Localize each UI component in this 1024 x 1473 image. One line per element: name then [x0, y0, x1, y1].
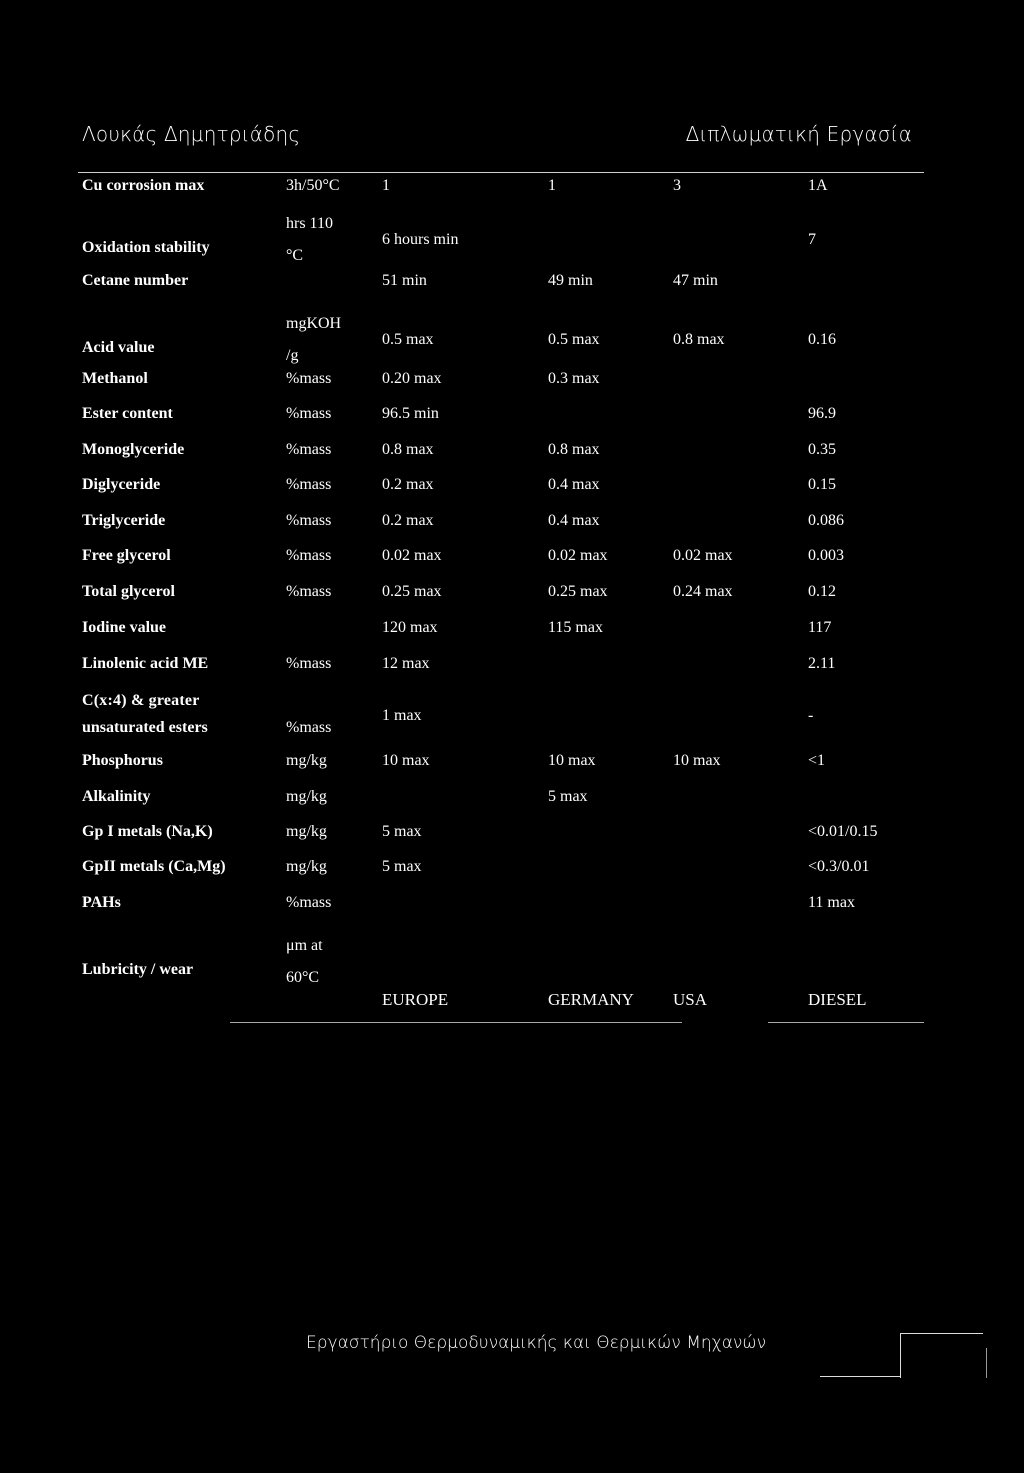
unit-value: %mass [286, 512, 332, 529]
unit-value: %mass [286, 719, 332, 736]
column-label-rule-left [230, 1022, 682, 1023]
logo-frame [900, 1333, 983, 1378]
value-diesel: 7 [808, 231, 816, 248]
unit-value: mg/kg [286, 752, 327, 769]
value-europe: 0.02 max [382, 547, 442, 564]
value-germany: 0.3 max [548, 370, 600, 387]
value-europe: 0.20 max [382, 370, 442, 387]
header-rule [78, 172, 924, 173]
value-europe: 0.25 max [382, 583, 442, 600]
value-germany: 0.25 max [548, 583, 608, 600]
property-label: Oxidation stability [82, 239, 210, 256]
unit-line1: hrs 110 [286, 215, 333, 232]
unit-value: %mass [286, 655, 332, 672]
value-europe: 120 max [382, 619, 438, 636]
property-label-line2: unsaturated esters [82, 719, 208, 736]
column-label-diesel: DIESEL [808, 990, 867, 1009]
property-label: Triglyceride [82, 512, 166, 529]
unit-value: mg/kg [286, 823, 327, 840]
property-label: Iodine value [82, 619, 167, 636]
value-europe: 6 hours min [382, 231, 459, 248]
value-europe: 1 [382, 177, 390, 194]
value-germany: 1 [548, 177, 556, 194]
property-label: Alkalinity [82, 788, 151, 805]
value-europe: 12 max [382, 655, 430, 672]
unit-value: %mass [286, 405, 332, 422]
value-diesel: 1A [808, 177, 828, 194]
property-label: Free glycerol [82, 547, 171, 564]
property-label: Methanol [82, 370, 148, 387]
unit-value: 3h/50°C [286, 177, 340, 194]
value-diesel: <0.3/0.01 [808, 858, 870, 875]
value-germany: 0.02 max [548, 547, 608, 564]
value-diesel: - [808, 707, 814, 724]
logo-frame-right [986, 1348, 987, 1378]
unit-line2: 60°C [286, 969, 320, 986]
value-europe: 10 max [382, 752, 430, 769]
unit-value: mg/kg [286, 858, 327, 875]
value-usa: 0.8 max [673, 331, 725, 348]
value-diesel: 2.11 [808, 655, 836, 672]
value-diesel: 96.9 [808, 405, 836, 422]
property-label: Total glycerol [82, 583, 175, 600]
property-label: Cu corrosion max [82, 177, 205, 194]
column-label-usa: USA [673, 990, 708, 1009]
unit-value: %mass [286, 370, 332, 387]
unit-line2: /g [286, 347, 299, 364]
value-germany: 0.8 max [548, 441, 600, 458]
value-diesel: 0.35 [808, 441, 836, 458]
unit-value: %mass [286, 476, 332, 493]
value-europe: 5 max [382, 858, 422, 875]
property-label: Ester content [82, 405, 173, 422]
value-europe: 0.2 max [382, 512, 434, 529]
value-europe: 5 max [382, 823, 422, 840]
unit-value: %mass [286, 441, 332, 458]
value-europe: 1 max [382, 707, 422, 724]
property-label: Cetane number [82, 272, 189, 289]
value-usa: 3 [673, 177, 681, 194]
value-europe: 0.2 max [382, 476, 434, 493]
property-label: Phosphorus [82, 752, 163, 769]
property-label-line1: C(x:4) & greater [82, 692, 200, 709]
value-germany: 5 max [548, 788, 588, 805]
property-label: Gp I metals (Na,K) [82, 823, 213, 840]
value-germany: 0.4 max [548, 476, 600, 493]
value-diesel: 0.086 [808, 512, 844, 529]
unit-value: %mass [286, 583, 332, 600]
unit-value: %mass [286, 894, 332, 911]
document-type: Διπλωματική Εργασία [685, 122, 912, 146]
value-europe: 0.5 max [382, 331, 434, 348]
property-label: Lubricity / wear [82, 961, 194, 978]
column-label-rule-right [768, 1022, 924, 1023]
value-germany: 0.4 max [548, 512, 600, 529]
unit-value: %mass [286, 547, 332, 564]
value-europe: 51 min [382, 272, 427, 289]
value-diesel: 0.12 [808, 583, 836, 600]
value-diesel: 11 max [808, 894, 855, 911]
value-germany: 49 min [548, 272, 593, 289]
column-label-germany: GERMANY [548, 990, 634, 1009]
author-name: Λουκάς Δημητριάδης [82, 122, 301, 146]
value-diesel: <1 [808, 752, 826, 769]
value-diesel: 0.15 [808, 476, 836, 493]
unit-line2: °C [286, 247, 304, 264]
column-label-europe: EUROPE [382, 990, 449, 1009]
laboratory-name: Εργαστήριο Θερμοδυναμικής και Θερμικών Μηχανών [306, 1333, 767, 1353]
unit-line1: μm at [286, 937, 323, 954]
value-usa: 0.02 max [673, 547, 733, 564]
property-label: Linolenic acid ME [82, 655, 209, 672]
property-label: Monoglyceride [82, 441, 185, 458]
property-label: GpII metals (Ca,Mg) [82, 858, 226, 875]
value-diesel: 117 [808, 619, 832, 636]
property-label: PAHs [82, 894, 121, 911]
value-usa: 10 max [673, 752, 721, 769]
value-diesel: 0.16 [808, 331, 836, 348]
value-diesel: 0.003 [808, 547, 844, 564]
unit-line1: mgKOH [286, 315, 342, 332]
value-germany: 0.5 max [548, 331, 600, 348]
value-germany: 115 max [548, 619, 603, 636]
unit-value: mg/kg [286, 788, 327, 805]
logo-frame-bottom [820, 1376, 900, 1377]
value-europe: 0.8 max [382, 441, 434, 458]
value-germany: 10 max [548, 752, 596, 769]
value-usa: 47 min [673, 272, 718, 289]
value-europe: 96.5 min [382, 405, 439, 422]
property-label: Acid value [82, 339, 155, 356]
value-diesel: <0.01/0.15 [808, 823, 878, 840]
value-usa: 0.24 max [673, 583, 733, 600]
property-label: Diglyceride [82, 476, 161, 493]
